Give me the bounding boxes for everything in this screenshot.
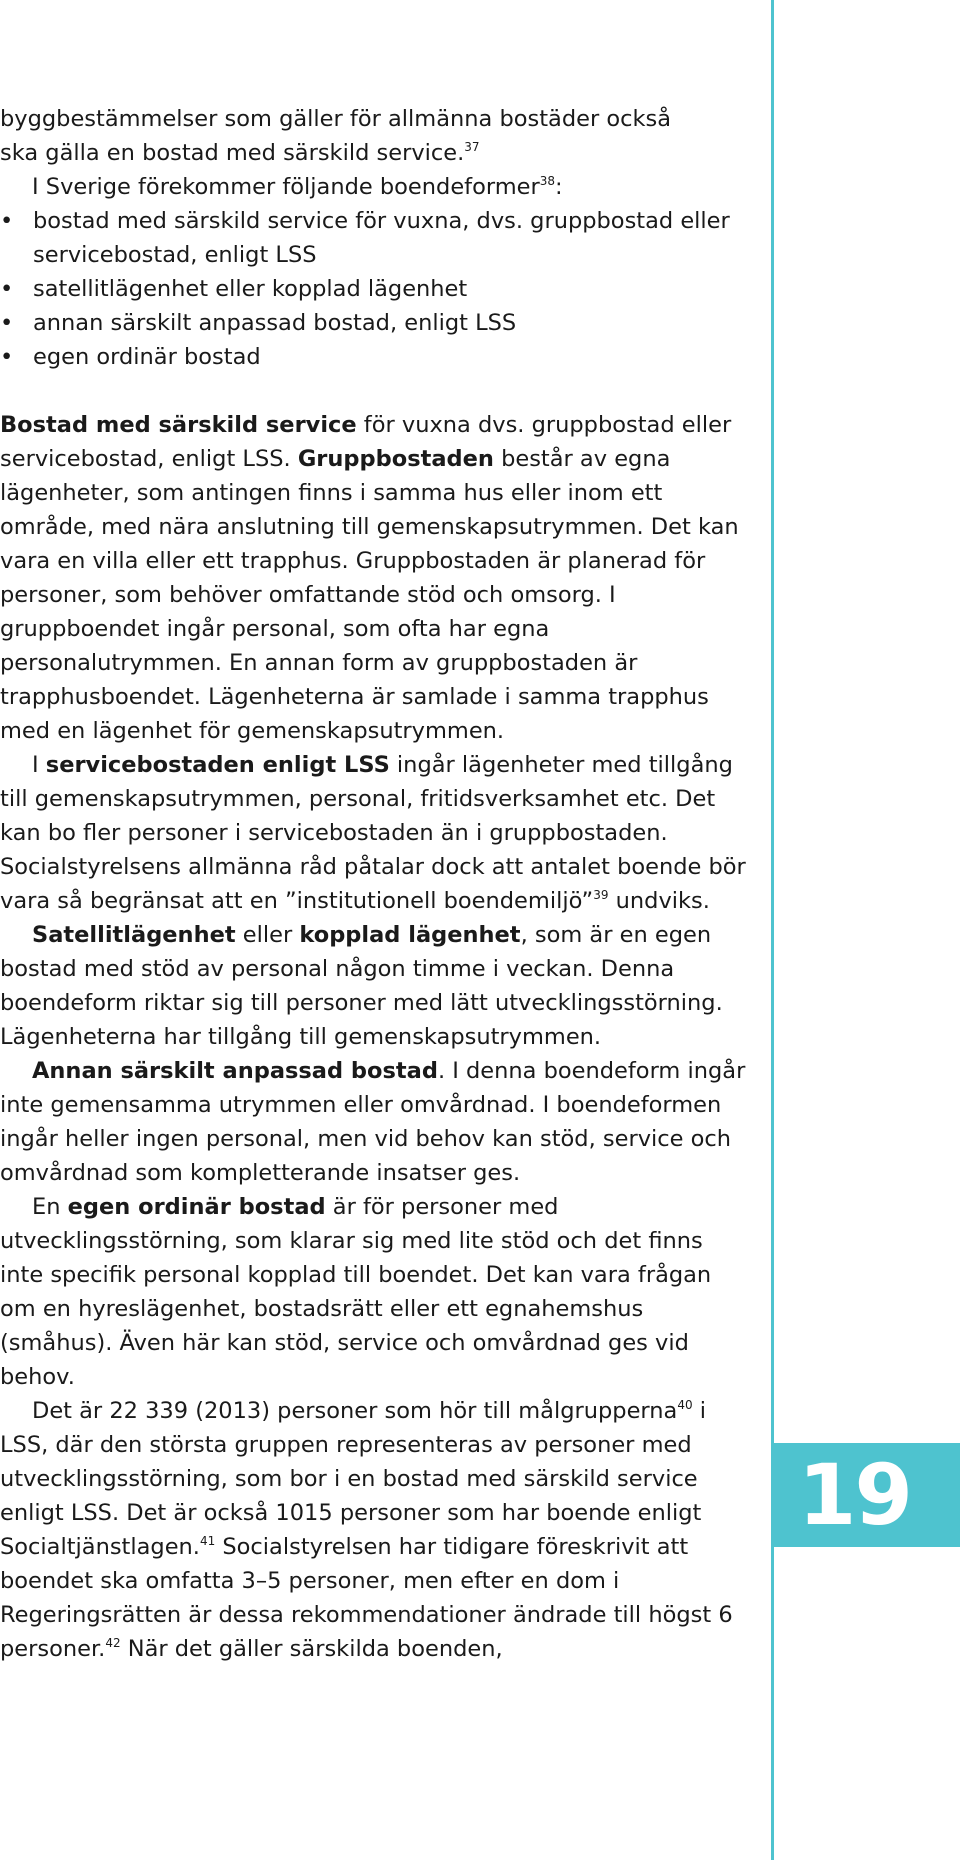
housing-types-list	[0, 204, 750, 374]
paragraph-text: När det gäller särskilda boenden,	[120, 1636, 503, 1662]
paragraph-group-housing	[0, 408, 750, 748]
term-bold: Gruppbostaden	[297, 446, 494, 472]
list-item: • annan särskilt anpassad bostad, enligt LSS	[0, 306, 750, 340]
paragraph-adapted-housing	[0, 1054, 750, 1190]
paragraph-text: ingår lägenheter med tillgång till gemenskapsutrymmen, personal, fritidsverksamhet etc. Det kan bo fler personer i servicebostaden än i gruppbostaden. Socialstyrelsens allmänna råd påtalar dock att antalet boende bör vara så begränsat att en ”institutionell boendemiljö”	[0, 752, 746, 914]
paragraph-text: eller	[235, 922, 300, 948]
page-number: 19	[798, 1446, 911, 1544]
paragraph-text: för vuxna dvs. gruppbostad eller servicebostad, enligt LSS.	[0, 412, 732, 472]
list-item: • bostad med särskild service för vuxna, dvs. gruppbostad eller servicebostad, enligt LSS	[0, 204, 750, 272]
list-lead	[0, 170, 750, 204]
list-lead-colon: :	[555, 174, 563, 200]
paragraph-text: . I denna boendeform ingår inte gemensamma utrymmen eller omvårdnad. I boendeformen ingår heller ingen personal, men vid behov kan stöd, service och omvårdnad som kompletterande insatser ges.	[0, 1058, 746, 1186]
footnote-ref-39: 39	[593, 888, 609, 902]
term-bold: egen ordinär bostad	[67, 1194, 326, 1220]
intro-line-2: ska gälla en bostad med särskild service.	[0, 140, 465, 166]
paragraph-satellite-apartment	[0, 918, 750, 1054]
paragraph-text: Det är 22 339 (2013) personer som hör till målgrupperna	[32, 1398, 678, 1424]
footnote-ref-37: 37	[464, 140, 480, 154]
intro-line-1: byggbestämmelser som gäller för allmänna bostäder också	[0, 106, 672, 132]
paragraph-text: En	[32, 1194, 68, 1220]
term-bold: Annan särskilt anpassad bostad	[32, 1058, 438, 1084]
term-bold: Bostad med särskild service	[0, 412, 357, 438]
paragraph-ordinary-housing	[0, 1190, 750, 1394]
list-item: • satellitlägenhet eller kopplad lägenhet	[0, 272, 750, 306]
footnote-ref-40: 40	[677, 1398, 693, 1412]
footnote-ref-38: 38	[539, 174, 555, 188]
page-number-tab	[773, 1443, 960, 1547]
paragraph-text: är för personer med utvecklingsstörning, som klarar sig med lite stöd och det finns inte specifik personal kopplad till boendet. Det kan vara frågan om en hyreslägenhet, bostadsrätt eller ett egnahemshus (småhus). Även här kan stöd, service och omvårdnad ges vid behov.	[0, 1194, 712, 1390]
list-item: • egen ordinär bostad	[0, 340, 750, 374]
paragraph-service-housing	[0, 748, 750, 918]
term-bold: servicebostaden enligt LSS	[45, 752, 390, 778]
list-lead-text: I Sverige förekommer följande boendeformer	[32, 174, 540, 200]
paragraph-text: undviks.	[608, 888, 710, 914]
paragraph-text: I	[32, 752, 46, 778]
footnote-ref-41: 41	[199, 1534, 216, 1548]
term-bold: kopplad lägenhet	[299, 922, 521, 948]
body-text	[0, 102, 750, 1666]
paragraph-text: Socialstyrelsen har tidigare föreskrivit att boendet ska omfatta 3–5 personer, men efter en dom i Regeringsrätten är dessa rekommendationer ändrade till högst 6 personer.	[0, 1534, 733, 1662]
paragraph-text: består av egna lägenheter, som antingen finns i samma hus eller inom ett område, med nära anslutning till gemenskapsutrymmen. Det kan vara en villa eller ett trapphus. Gruppbostaden är planerad för personer, som behöver omfattande stöd och omsorg. I gruppboendet ingår personal, som ofta har egna personalutrymmen. En annan form av gruppbostaden är trapphusboendet. Lägenheterna är samlade i samma trapphus med en lägenhet för gemenskapsutrymmen.	[0, 446, 739, 744]
paragraph-text: i LSS, där den största gruppen representeras av personer med utvecklingsstörning, som bor i en bostad med särskild service enligt LSS. Det är också 1015 personer som har boende enligt Socialtjänstlagen.	[0, 1398, 707, 1560]
paragraph-text: , som är en egen bostad med stöd av personal någon timme i veckan. Denna boendeform riktar sig till personer med lätt utvecklingsstörning. Lägenheterna har tillgång till gemenskapsutrymmen.	[0, 922, 723, 1050]
margin-rule	[771, 0, 774, 1860]
term-bold: Satellitlägenhet	[32, 922, 236, 948]
intro-paragraph	[0, 102, 750, 170]
paragraph-statistics	[0, 1394, 750, 1666]
footnote-ref-42: 42	[105, 1636, 121, 1650]
